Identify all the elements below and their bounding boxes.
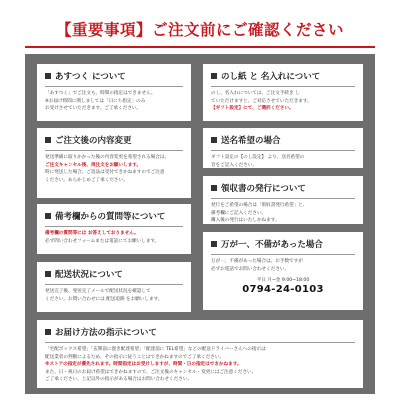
card-text-line: 「宅配ボックス希望」「玄関前に置き配達希望」「配達前に TEL希望」などの配送ドライバーさんへの指示は xyxy=(45,347,266,352)
card-receipt xyxy=(203,176,363,224)
card-text-line: 発送準備に取りかかった後の内容変更を希望される場合は、 xyxy=(45,155,170,160)
phone-number[interactable]: 0794-24-0103 xyxy=(242,284,324,296)
card-title: のし紙 と 名入れについて xyxy=(211,70,355,82)
card-underline xyxy=(211,254,355,255)
card-underline xyxy=(45,86,183,87)
card-text-line: ていただけますと、ご対応させていただきます。 xyxy=(211,98,312,104)
square-bullet-icon xyxy=(45,137,51,143)
card-text-line: 「あすつく」でご注文も、時間の指定はできません。 xyxy=(45,91,156,96)
card-text-line: お受けさせていただきます。ご了承ください。 xyxy=(45,106,142,112)
card-underline xyxy=(211,86,355,87)
card-text-line: ください。お問い合わせには 配送追跡 をお願いします。 xyxy=(45,296,163,302)
square-bullet-icon xyxy=(45,329,51,335)
card-trouble xyxy=(203,232,363,310)
card-title: あすつく について xyxy=(45,70,183,82)
card-order-change xyxy=(37,128,191,198)
card-title: ご注文後の内容変更 xyxy=(45,134,183,146)
card-remarks xyxy=(37,204,191,254)
card-underline xyxy=(45,150,183,151)
square-bullet-icon xyxy=(211,241,217,247)
page-title: 【重要事項】ご注文前にご確認ください xyxy=(55,21,344,39)
card-text-line: 発行をご希望の場合は「領収書発行希望」と、 xyxy=(211,203,308,208)
card-sender-name xyxy=(203,128,363,168)
card-title: お届け方法の指示について xyxy=(45,326,355,338)
card-text-line: 旨をご記入ください。 xyxy=(211,162,257,168)
business-hours: 平日 月~金 9:00~18:00 xyxy=(256,278,310,284)
card-title: 送名希望の場合 xyxy=(211,134,355,146)
card-shipping-status xyxy=(37,262,191,312)
card-title: 備考欄からの質問等について xyxy=(45,210,183,222)
card-underline xyxy=(45,226,183,227)
square-bullet-icon xyxy=(45,213,51,219)
card-title: 領収書の発行について xyxy=(211,182,355,194)
card-text-line: 購入後の発行はいたしかねます。 xyxy=(211,218,280,224)
card-underline xyxy=(45,342,355,343)
card-title: 配送状況について xyxy=(45,268,183,280)
card-noshi xyxy=(203,64,363,121)
card-text-line: 備考欄の質問等には お答えしておりません。 xyxy=(45,231,139,236)
card-text-line: 発送完了後、発送完了メールで配送状況を確認して xyxy=(45,289,151,294)
card-text-line: ご了承ください。上記以外の指示がある場合はお問い合わせください。 xyxy=(45,377,193,383)
card-text-line: 配送業者の判断によるため、その指示に従うことはできかねますのでご了承ください。 xyxy=(45,354,224,360)
card-text-line: 【ギフト設定】にて、ご選択ください。 xyxy=(211,106,294,112)
card-text-line: 必ずお電話でお問い合わせください。 xyxy=(211,266,290,272)
square-bullet-icon xyxy=(211,185,217,191)
card-text-line: ください。あらかじめご了承ください。 xyxy=(45,177,128,183)
card-text-line: 必ず問い合わせフォームまたは電話にてお願いします。 xyxy=(45,238,160,244)
title-divider xyxy=(25,46,375,48)
card-underline xyxy=(45,284,183,285)
square-bullet-icon xyxy=(45,271,51,277)
notice-panel xyxy=(25,54,375,394)
card-delivery-instructions xyxy=(37,320,363,388)
card-text-line: 時に発送した場合、ご返品は受付できかねますのでご注意 xyxy=(45,170,165,176)
square-bullet-icon xyxy=(211,137,217,143)
card-underline xyxy=(211,198,355,199)
card-text-line: ご注文キャンセル後、再注文をお願いします。 xyxy=(45,162,142,168)
card-title: 万が一、不備があった場合 xyxy=(211,238,355,250)
card-text-line: また、日・祝日のお届け希望はできかねますので、ご注文後のキャンセル・変更にはご注意ください。 xyxy=(45,369,257,375)
card-text-line: のし、名入れについては、ご注文手続き し xyxy=(211,91,300,96)
square-bullet-icon xyxy=(45,73,51,79)
card-underline xyxy=(211,150,355,151)
square-bullet-icon xyxy=(211,73,217,79)
card-text-line: ※ストアの指定が優先されます。時間指定はお受けしますが、時間・日の指定はできかねます。 xyxy=(45,362,242,368)
card-text-line: ※お届け時間に関しましては「日にち指定」のみ xyxy=(45,98,146,104)
card-text-line: 万が一、不備があった場合は、お手数ですが xyxy=(211,259,303,264)
card-text-line: 備考欄にご記入ください。 xyxy=(211,210,267,216)
card-asutsuku xyxy=(37,64,191,121)
card-text-line: ギフト設定の【のし設定】 より、送名希望の xyxy=(211,155,305,160)
